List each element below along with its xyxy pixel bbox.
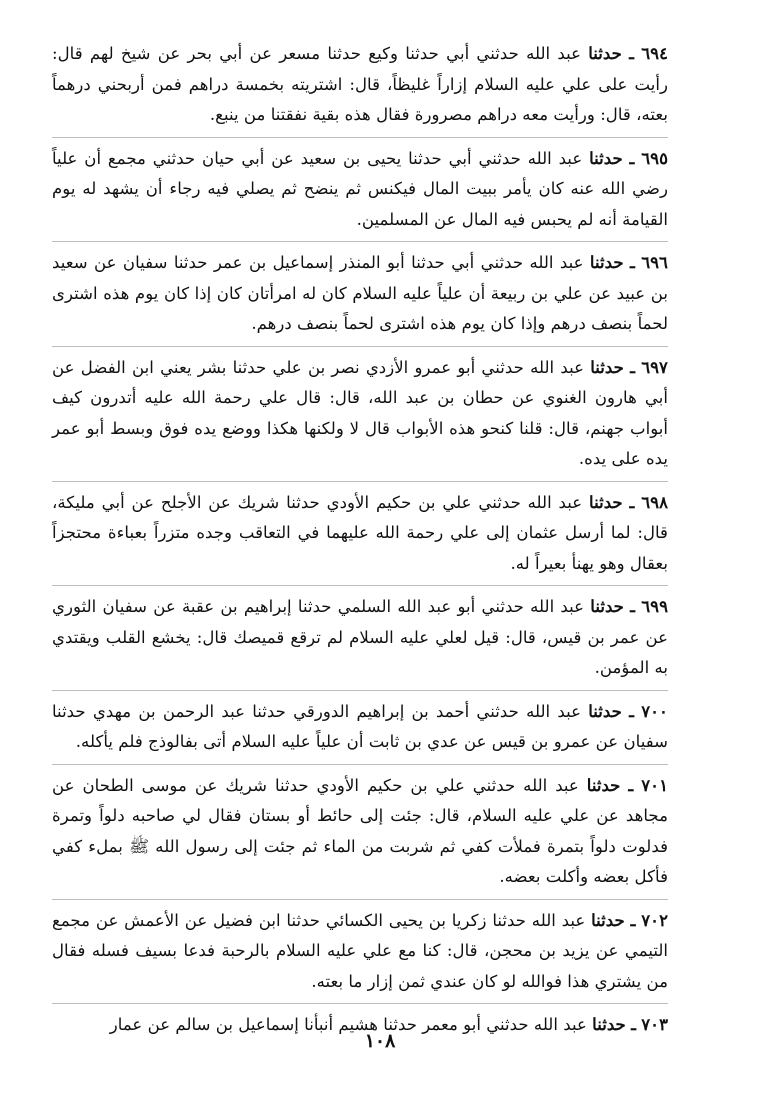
hadith-number: ٧٠٢	[641, 909, 669, 930]
hadith-text: عبد الله حدثني أبي حدثنا أبو المنذر إسماعيل بن عمر حدثنا سفيان عن سعيد بن عبيد عن علي بن ربيعة أن علياً عليه السلام كان له امرأتان كان إذا كان يوم هذه اشترى لحماً بنصف درهم وإذا كان يوم هذه اشترى لحماً بنصف درهم.	[52, 253, 668, 333]
hadith-keyword: حدثنا	[592, 1014, 626, 1034]
hadith-entry-701	[52, 770, 668, 900]
page-number: ١٠٨	[364, 1030, 396, 1052]
hadith-separator: ـ	[629, 252, 635, 272]
hadith-keyword: حدثنا	[588, 700, 622, 721]
hadith-separator: ـ	[630, 596, 636, 616]
hadith-number: ٦٩٦	[641, 252, 668, 272]
hadith-text: عبد الله حدثني أبو عبد الله السلمي حدثنا إبراهيم بن عقبة عن سفيان الثوري عن عمر بن قيس، قال: قيل لعلي عليه السلام لم ترقع قميصك قال: يخشع القلب ويقتدي به المؤمن.	[52, 597, 668, 677]
hadith-separator: ـ	[629, 700, 634, 721]
hadith-number: ٦٩٥	[641, 147, 668, 168]
hadith-number: ٧٠٣	[641, 1014, 668, 1034]
hadith-entry-700	[52, 696, 668, 765]
hadith-number: ٧٠١	[641, 774, 668, 795]
hadith-text: عبد الله حدثني علي بن حكيم الأودي حدثنا شريك عن الأجلح عن أبي مليكة، قال: لما أرسل عثمان إلى علي رحمة الله عليهما في التعاقب وجده متزراً بعباءة محتجزاً بعقال وهو يهنأ بعيراً له.	[52, 492, 668, 573]
hadith-keyword: حدثنا	[590, 596, 624, 616]
hadith-keyword: حدثنا	[588, 43, 622, 63]
hadith-number: ٦٩٧	[641, 356, 668, 377]
hadith-separator: ـ	[630, 909, 636, 930]
hadith-entry-696	[52, 247, 668, 347]
hadith-entry-694	[52, 38, 668, 138]
hadith-text: عبد الله حدثني أبي حدثنا وكيع حدثنا مسعر عن أبي بحر عن شيخ لهم قال: رأيت على علي عليه السلام إزاراً غليظاً، قال: اشتريته بخمسة دراهم فمن أربحني درهماً بعته، قال: ورأيت معه دراهم مصرورة فقال هذه بقية نفقتنا من ينبع.	[52, 44, 668, 124]
hadith-separator: ـ	[631, 1014, 636, 1034]
hadith-keyword: حدثنا	[591, 909, 625, 930]
hadith-text: عبد الله حدثني أحمد بن إبراهيم الدورقي حدثنا عبد الرحمن بن مهدي حدثنا سفيان عن عمرو بن قيس عن عدي بن ثابت أن علياً عليه السلام أتى بفالوذج فلم يأكله.	[52, 701, 668, 751]
hadith-keyword: حدثنا	[589, 147, 623, 168]
hadith-keyword: حدثنا	[589, 252, 624, 272]
hadith-text: عبد الله حدثنا زكريا بن يحيى الكسائي حدثنا ابن فضيل عن الأعمش عن مجمع التيمي عن يزيد بن محجن، قال: كنا مع علي عليه السلام بالرحبة فدعا بسيف فسله فقال من يشتري هذا فوالله لو كان عندي ثمن إزار ما بعته.	[52, 910, 668, 991]
hadith-number: ٦٩٤	[641, 43, 669, 63]
hadith-text: عبد الله حدثني أبو عمرو الأزدي نصر بن علي حدثنا بشر يعني ابن الفضل عن أبي هارون الغنوي عن حطان بن عبد الله، قال: قال علي رحمة الله عليه أتدرون كيف أبواب جهنم، قال: قلنا كنحو هذه الأبواب قال لا ولكنها هكذا ووضع يده فوق وبسط أبو عمر يده على يده.	[52, 357, 668, 468]
hadith-separator: ـ	[629, 43, 635, 63]
hadith-number: ٦٩٩	[641, 596, 669, 616]
hadith-number: ٧٠٠	[641, 700, 668, 721]
hadith-text: عبد الله حدثني علي بن حكيم الأودي حدثنا شريك عن موسى الطحان عن مجاهد عن علي عليه السلام، قال: جئت إلى حائط أو بستان فقال لي صاحبه دلواً وتمرة فدلوت دلواً بتمرة فملأت كفي ثم شربت من الماء ثم جئت إلى رسول الله ﷺ بملء كفي فأكل بعضه وأكلت بعضه.	[52, 775, 668, 886]
hadith-entry-697	[52, 352, 668, 482]
hadith-separator: ـ	[629, 147, 635, 168]
hadith-separator: ـ	[629, 491, 635, 512]
hadith-separator: ـ	[630, 356, 635, 377]
page-body	[52, 38, 668, 1052]
hadith-separator: ـ	[628, 774, 634, 795]
hadith-keyword: حدثنا	[590, 356, 624, 377]
hadith-keyword: حدثنا	[586, 774, 621, 795]
hadith-text: عبد الله حدثني أبي حدثنا يحيى بن سعيد عن أبي حيان حدثني مجمع أن علياً رضي الله عنه كان يأمر ببيت المال فيكنس ثم ينضح ثم يصلي فيه رجاء أن يشهد له يوم القيامة أنه لم يحبس فيه المال عن المسلمين.	[52, 148, 668, 229]
hadith-keyword: حدثنا	[589, 491, 623, 512]
hadith-entry-702	[52, 905, 668, 1005]
hadith-entry-698	[52, 487, 668, 587]
hadith-entry-695	[52, 143, 668, 243]
hadith-text: عبد الله حدثني أبو معمر حدثنا هشيم أنبأنا إسماعيل بن سالم عن عمار	[109, 1015, 587, 1034]
hadith-entry-699	[52, 591, 668, 691]
hadith-number: ٦٩٨	[641, 491, 668, 512]
